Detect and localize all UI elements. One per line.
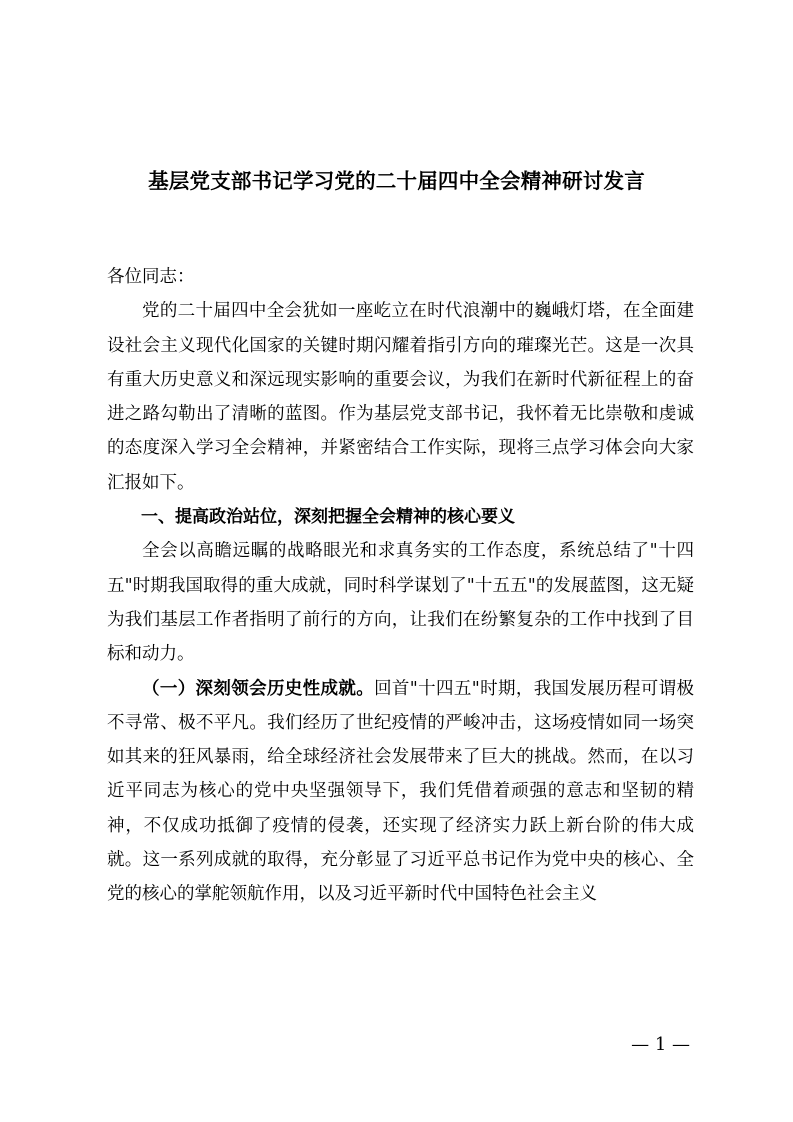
page-number: — 1 — xyxy=(631,1034,690,1055)
subsection-1-label: （一）深刻领会历史性成就。 xyxy=(142,678,375,699)
subsection-1-paragraph xyxy=(107,672,694,912)
section-1-paragraph: 全会以高瞻远瞩的战略眼光和求真务实的工作态度，系统总结了"十四五"时期我国取得的重大成就，同时科学谋划了"十五五"的发展蓝图，这无疑为我们基层工作者指明了前行的方向，让我们在纷繁复杂的工作中找到了目标和动力。 xyxy=(107,541,694,665)
subsection-1-text: 回首"十四五"时期，我国发展历程可谓极不寻常、极不平凡。我们经历了世纪疫情的严峻冲击，这场疫情如同一场突如其来的狂风暴雨，给全球经济社会发展带来了巨大的挑战。然而，在以习近平同志为核心的党中央坚强领导下，我们凭借着顽强的意志和坚韧的精神，不仅成功抵御了疫情的侵袭，还实现了经济实力跃上新台阶的伟大成就。这一系列成就的取得，充分彰显了习近平总书记作为党中央的核心、全党的核心的掌舵领航作用，以及习近平新时代中国特色社会主义 xyxy=(107,678,694,905)
section-1-heading: 一、提高政治站位，深刻把握全会精神的核心要义 xyxy=(141,507,515,528)
document-title: 基层党支部书记学习党的二十届四中全会精神研讨发言 xyxy=(148,169,645,193)
salutation: 各位同志： xyxy=(107,267,195,287)
document-body xyxy=(107,260,694,912)
intro-paragraph: 党的二十届四中全会犹如一座屹立在时代浪潮中的巍峨灯塔，在全面建设社会主义现代化国家的关键时期闪耀着指引方向的璀璨光芒。这是一次具有重大历史意义和深远现实影响的重要会议，为我们在新时代新征程上的奋进之路勾勒出了清晰的蓝图。作为基层党支部书记，我怀着无比崇敬和虔诚的态度深入学习全会精神，并紧密结合工作实际，现将三点学习体会向大家汇报如下。 xyxy=(107,301,694,493)
